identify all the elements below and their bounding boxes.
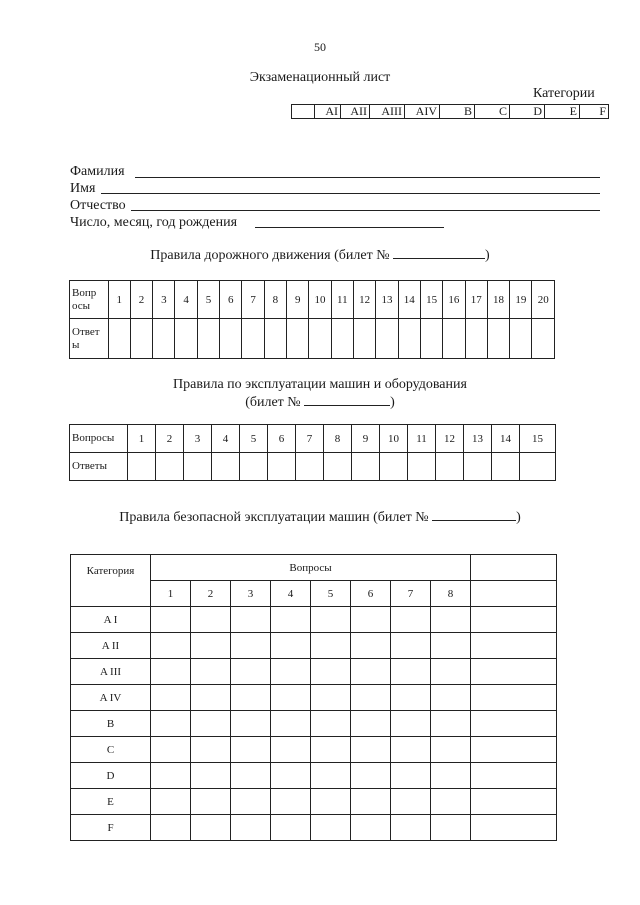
answer-cell[interactable] [231, 815, 271, 841]
answer-cell[interactable] [510, 319, 532, 359]
answer-cell[interactable] [331, 319, 353, 359]
answer-cell[interactable] [309, 319, 331, 359]
answer-cell[interactable] [311, 711, 351, 737]
answer-cell[interactable] [184, 453, 212, 481]
category-box[interactable]: AII [341, 105, 370, 119]
question-number: 12 [436, 425, 464, 453]
question-number: 6 [220, 281, 242, 319]
category-row-label: A II [71, 633, 151, 659]
question-number: 3 [153, 281, 175, 319]
answer-cell[interactable] [271, 789, 311, 815]
answer-cell[interactable] [271, 659, 311, 685]
question-number: 17 [465, 281, 487, 319]
answer-cell[interactable] [398, 319, 420, 359]
question-number: 4 [175, 281, 197, 319]
table-row [71, 659, 557, 685]
answer-cell[interactable] [151, 789, 191, 815]
answer-cell[interactable] [436, 453, 464, 481]
category-row-label: A I [71, 607, 151, 633]
answer-cell[interactable] [175, 319, 197, 359]
answer-cell[interactable] [197, 319, 219, 359]
answer-cell[interactable] [431, 659, 471, 685]
page-number: 50 [314, 40, 326, 54]
answer-cell[interactable] [352, 453, 380, 481]
extra-header-cell [471, 581, 557, 607]
answer-cell[interactable] [471, 737, 557, 763]
answer-cell[interactable] [391, 815, 431, 841]
section2-title-line2: (билет № ) [245, 395, 395, 410]
category-row-label: F [71, 815, 151, 841]
table-row [71, 607, 557, 633]
answer-cell[interactable] [351, 633, 391, 659]
question-number: 2 [191, 581, 231, 607]
answer-cell[interactable] [151, 711, 191, 737]
answer-cell[interactable] [471, 763, 557, 789]
answer-cell[interactable] [520, 453, 556, 481]
table-row [71, 633, 557, 659]
category-box[interactable]: E [545, 105, 580, 119]
surname-line[interactable] [135, 177, 600, 178]
category-row-label: D [71, 763, 151, 789]
answer-cell[interactable] [231, 607, 271, 633]
answer-cell[interactable] [351, 789, 391, 815]
page-title: Экзаменационный лист [249, 70, 391, 85]
question-number: 6 [268, 425, 296, 453]
answer-cell[interactable] [353, 319, 375, 359]
questions-row-label: Вопросы [70, 425, 128, 453]
questions-row-label: Вопр осы [70, 281, 109, 319]
extra-header-cell [471, 555, 557, 581]
answer-cell[interactable] [391, 789, 431, 815]
question-number: 12 [353, 281, 375, 319]
question-number: 9 [352, 425, 380, 453]
answer-cell[interactable] [471, 789, 557, 815]
answer-cell[interactable] [380, 453, 408, 481]
answer-cell[interactable] [231, 633, 271, 659]
section2-title-line1: Правила по эксплуатации машин и оборудования [173, 377, 467, 392]
question-number: 7 [296, 425, 324, 453]
answer-cell[interactable] [391, 763, 431, 789]
category-box[interactable]: D [510, 105, 545, 119]
answer-cell[interactable] [153, 319, 175, 359]
answer-cell[interactable] [487, 319, 509, 359]
answer-cell[interactable] [391, 633, 431, 659]
ticket-number-blank[interactable] [304, 404, 390, 406]
answer-cell[interactable] [351, 711, 391, 737]
answer-cell[interactable] [231, 763, 271, 789]
question-number: 11 [331, 281, 353, 319]
answer-cell[interactable] [191, 737, 231, 763]
answer-cell[interactable] [391, 685, 431, 711]
category-box[interactable] [292, 105, 315, 119]
answer-cell[interactable] [264, 319, 286, 359]
answer-cell[interactable] [151, 607, 191, 633]
table-row [71, 789, 557, 815]
answer-cell[interactable] [151, 763, 191, 789]
answer-cell[interactable] [271, 763, 311, 789]
first-name-line[interactable] [101, 193, 600, 194]
surname-label: Фамилия [70, 164, 125, 179]
question-number: 13 [376, 281, 398, 319]
answer-cell[interactable] [191, 711, 231, 737]
question-number: 5 [197, 281, 219, 319]
questions-header: Вопросы [151, 555, 471, 581]
category-box[interactable]: AIV [405, 105, 440, 119]
answer-cell[interactable] [311, 633, 351, 659]
answer-cell[interactable] [311, 763, 351, 789]
question-number: 15 [420, 281, 442, 319]
category-box[interactable]: F [580, 105, 609, 119]
category-column-header: Категория [71, 555, 151, 607]
answer-cell[interactable] [271, 737, 311, 763]
category-box[interactable]: C [475, 105, 510, 119]
question-number: 8 [264, 281, 286, 319]
answer-cell[interactable] [287, 319, 309, 359]
answer-cell[interactable] [431, 711, 471, 737]
answer-cell[interactable] [311, 685, 351, 711]
answer-cell[interactable] [191, 685, 231, 711]
patronymic-label: Отчество [70, 198, 126, 213]
answer-cell[interactable] [532, 319, 555, 359]
question-number: 19 [510, 281, 532, 319]
answer-cell[interactable] [431, 685, 471, 711]
answer-cell[interactable] [271, 711, 311, 737]
answer-cell[interactable] [391, 711, 431, 737]
answer-cell[interactable] [151, 737, 191, 763]
answer-cell[interactable] [471, 607, 557, 633]
answer-cell[interactable] [376, 319, 398, 359]
answer-cell[interactable] [431, 763, 471, 789]
categories-boxes [291, 104, 609, 119]
answer-cell[interactable] [231, 789, 271, 815]
question-number: 5 [311, 581, 351, 607]
question-number: 1 [128, 425, 156, 453]
answer-cell[interactable] [231, 711, 271, 737]
question-number: 20 [532, 281, 555, 319]
answer-cell[interactable] [351, 685, 391, 711]
categories-label: Категории [533, 86, 595, 101]
answer-cell[interactable] [311, 737, 351, 763]
answer-cell[interactable] [231, 737, 271, 763]
answer-cell[interactable] [220, 319, 242, 359]
question-number: 7 [391, 581, 431, 607]
answer-cell[interactable] [151, 659, 191, 685]
question-number: 8 [431, 581, 471, 607]
question-number: 2 [130, 281, 152, 319]
answer-cell[interactable] [351, 737, 391, 763]
question-number: 10 [309, 281, 331, 319]
question-number: 4 [212, 425, 240, 453]
answer-cell[interactable] [296, 453, 324, 481]
question-number: 14 [398, 281, 420, 319]
question-number: 3 [231, 581, 271, 607]
answer-cell[interactable] [151, 685, 191, 711]
table-row [71, 763, 557, 789]
answer-cell[interactable] [271, 815, 311, 841]
answer-cell[interactable] [443, 319, 465, 359]
answer-cell[interactable] [108, 319, 130, 359]
category-row-label: B [71, 711, 151, 737]
answer-cell[interactable] [268, 453, 296, 481]
birth-date-line[interactable] [255, 227, 444, 228]
question-number: 15 [520, 425, 556, 453]
category-row-label: C [71, 737, 151, 763]
answer-cell[interactable] [431, 737, 471, 763]
question-number: 1 [108, 281, 130, 319]
question-number: 18 [487, 281, 509, 319]
answer-cell[interactable] [191, 789, 231, 815]
category-box[interactable]: AIII [370, 105, 405, 119]
section3-title: Правила безопасной эксплуатации машин (билет № ) [119, 510, 521, 525]
answer-cell[interactable] [420, 319, 442, 359]
answers-row-label: Ответ ы [70, 319, 109, 359]
table-row [71, 737, 557, 763]
category-row-label: E [71, 789, 151, 815]
question-number: 9 [287, 281, 309, 319]
answer-cell[interactable] [391, 737, 431, 763]
category-box[interactable]: AI [315, 105, 341, 119]
answer-cell[interactable] [191, 815, 231, 841]
answer-cell[interactable] [471, 659, 557, 685]
answer-cell[interactable] [465, 319, 487, 359]
answer-cell[interactable] [471, 815, 557, 841]
question-number: 14 [492, 425, 520, 453]
answer-cell[interactable] [128, 453, 156, 481]
answer-cell[interactable] [431, 815, 471, 841]
answer-cell[interactable] [471, 685, 557, 711]
answer-cell[interactable] [130, 319, 152, 359]
ticket-number-blank[interactable] [393, 257, 485, 259]
question-number: 1 [151, 581, 191, 607]
answer-cell[interactable] [311, 815, 351, 841]
answer-cell[interactable] [151, 815, 191, 841]
question-number: 16 [443, 281, 465, 319]
answer-cell[interactable] [351, 659, 391, 685]
table-row [71, 711, 557, 737]
answer-cell[interactable] [431, 633, 471, 659]
answer-cell[interactable] [240, 453, 268, 481]
section1-title: Правила дорожного движения (билет № ) [150, 248, 490, 263]
question-number: 7 [242, 281, 264, 319]
patronymic-line[interactable] [131, 210, 600, 211]
birth-date-label: Число, месяц, год рождения [70, 215, 238, 230]
answer-cell[interactable] [351, 763, 391, 789]
answer-cell[interactable] [212, 453, 240, 481]
answer-cell[interactable] [464, 453, 492, 481]
answer-cell[interactable] [271, 685, 311, 711]
answer-cell[interactable] [431, 789, 471, 815]
answer-cell[interactable] [311, 607, 351, 633]
answer-cell[interactable] [156, 453, 184, 481]
answer-cell[interactable] [191, 607, 231, 633]
answer-cell[interactable] [351, 815, 391, 841]
answer-cell[interactable] [471, 633, 557, 659]
ticket-number-blank[interactable] [432, 519, 516, 521]
answer-cell[interactable] [471, 711, 557, 737]
category-row-label: A III [71, 659, 151, 685]
answer-cell[interactable] [191, 659, 231, 685]
table-row [71, 685, 557, 711]
question-number: 3 [184, 425, 212, 453]
category-box[interactable]: B [440, 105, 475, 119]
answer-cell[interactable] [191, 633, 231, 659]
first-name-label: Имя [70, 181, 96, 196]
traffic-rules-table [69, 280, 555, 359]
answer-cell[interactable] [492, 453, 520, 481]
answer-cell[interactable] [408, 453, 436, 481]
question-number: 10 [380, 425, 408, 453]
answer-cell[interactable] [231, 685, 271, 711]
question-number: 6 [351, 581, 391, 607]
safe-operation-table [70, 554, 557, 841]
table-row [71, 815, 557, 841]
answer-cell[interactable] [391, 607, 431, 633]
question-number: 5 [240, 425, 268, 453]
answer-cell[interactable] [391, 659, 431, 685]
answer-cell[interactable] [311, 789, 351, 815]
answer-cell[interactable] [271, 633, 311, 659]
answer-cell[interactable] [351, 607, 391, 633]
question-number: 13 [464, 425, 492, 453]
answers-row-label: Ответы [70, 453, 128, 481]
answer-cell[interactable] [431, 607, 471, 633]
answer-cell[interactable] [324, 453, 352, 481]
question-number: 2 [156, 425, 184, 453]
question-number: 8 [324, 425, 352, 453]
answer-cell[interactable] [191, 763, 231, 789]
answer-cell[interactable] [242, 319, 264, 359]
machines-rules-table [69, 424, 556, 481]
category-row-label: A IV [71, 685, 151, 711]
question-number: 4 [271, 581, 311, 607]
answer-cell[interactable] [231, 659, 271, 685]
answer-cell[interactable] [271, 607, 311, 633]
answer-cell[interactable] [151, 633, 191, 659]
answer-cell[interactable] [311, 659, 351, 685]
question-number: 11 [408, 425, 436, 453]
